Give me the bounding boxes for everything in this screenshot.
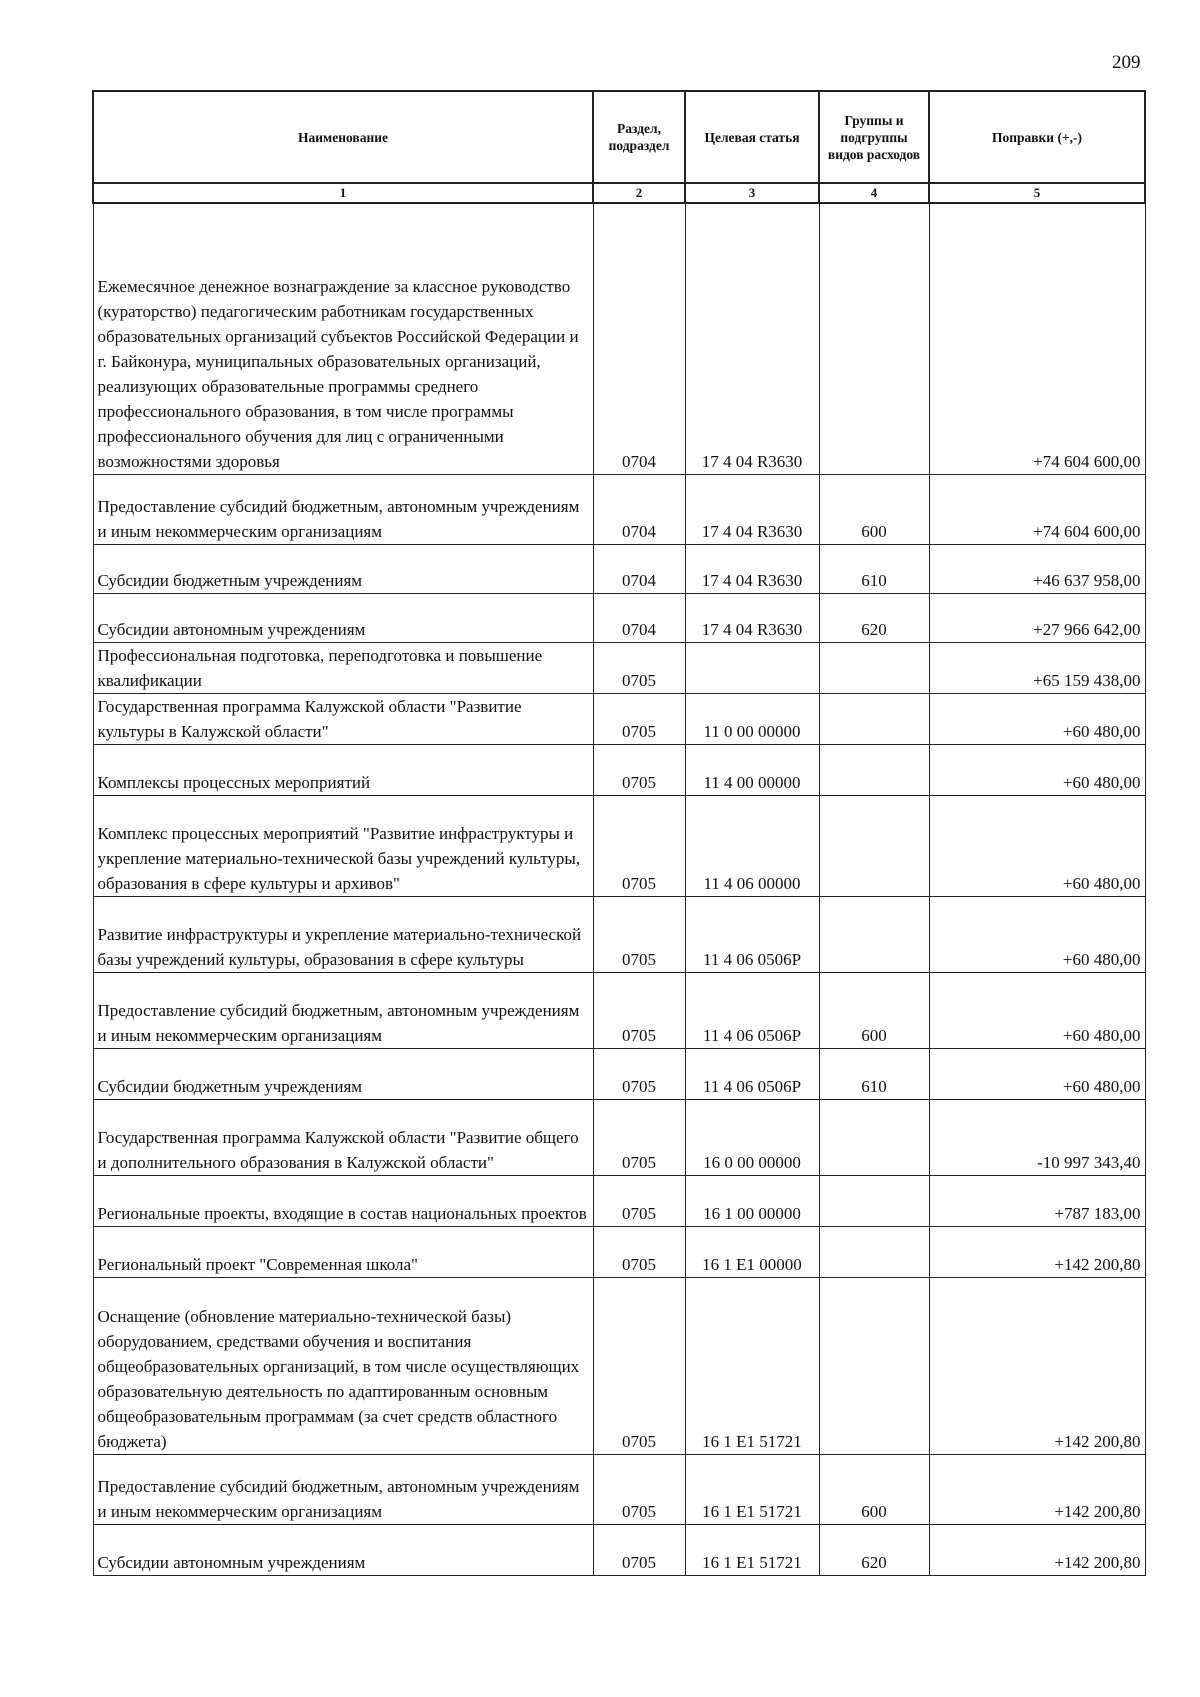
col-number: 2 <box>593 183 685 203</box>
row-section: 0705 <box>593 744 685 795</box>
row-group: 600 <box>819 972 929 1048</box>
row-name: Предоставление субсидий бюджетным, автономным учреждениям и иным некоммерческим организациям <box>93 474 593 544</box>
row-target: 11 4 06 0506Р <box>685 972 819 1048</box>
row-amount: +60 480,00 <box>929 693 1145 744</box>
row-section: 0704 <box>593 203 685 474</box>
row-group: 600 <box>819 1454 929 1524</box>
budget-amendments-table <box>92 90 1146 1576</box>
col-number: 3 <box>685 183 819 203</box>
header-groups: Группы и подгруппы видов расходов <box>819 91 929 183</box>
table-row <box>93 1524 1145 1575</box>
header-target: Целевая статья <box>685 91 819 183</box>
row-target: 16 1 Е1 51721 <box>685 1454 819 1524</box>
row-target <box>685 642 819 693</box>
row-name: Ежемесячное денежное вознаграждение за классное руководство (кураторство) педагогическим работникам государственных образовательных организаций субъектов Российской Федерации и г. Байконура, муниципальных образовательных организаций, реализующих образовательные программы среднего профессионального образования, в том числе программы профессионального обучения для лиц с ограниченными возможностями здоровья <box>93 203 593 474</box>
row-target: 16 0 00 00000 <box>685 1099 819 1175</box>
row-amount: -10 997 343,40 <box>929 1099 1145 1175</box>
row-group <box>819 795 929 896</box>
row-amount: +787 183,00 <box>929 1175 1145 1226</box>
row-target: 11 0 00 00000 <box>685 693 819 744</box>
row-section: 0705 <box>593 693 685 744</box>
table-row <box>93 1175 1145 1226</box>
row-amount: +60 480,00 <box>929 896 1145 972</box>
header-section: Раздел, подраздел <box>593 91 685 183</box>
row-group: 620 <box>819 1524 929 1575</box>
row-name: Государственная программа Калужской области "Развитие культуры в Калужской области" <box>93 693 593 744</box>
row-target: 11 4 06 0506Р <box>685 896 819 972</box>
table-row <box>93 203 1145 474</box>
row-target: 11 4 06 0506Р <box>685 1048 819 1099</box>
table-row <box>93 1099 1145 1175</box>
row-section: 0705 <box>593 1524 685 1575</box>
table-row <box>93 1454 1145 1524</box>
row-target: 16 1 00 00000 <box>685 1175 819 1226</box>
row-amount: +60 480,00 <box>929 744 1145 795</box>
row-section: 0705 <box>593 1226 685 1277</box>
table-row <box>93 1226 1145 1277</box>
row-name: Региональный проект "Современная школа" <box>93 1226 593 1277</box>
row-name: Субсидии автономным учреждениям <box>93 1524 593 1575</box>
row-amount: +27 966 642,00 <box>929 593 1145 642</box>
row-group: 620 <box>819 593 929 642</box>
row-section: 0705 <box>593 795 685 896</box>
row-amount: +142 200,80 <box>929 1277 1145 1454</box>
table-row <box>93 642 1145 693</box>
row-section: 0704 <box>593 593 685 642</box>
table-row <box>93 972 1145 1048</box>
table-row <box>93 593 1145 642</box>
col-number: 1 <box>93 183 593 203</box>
row-name: Комплексы процессных мероприятий <box>93 744 593 795</box>
row-name: Предоставление субсидий бюджетным, автономным учреждениям и иным некоммерческим организациям <box>93 972 593 1048</box>
row-target: 17 4 04 R3630 <box>685 474 819 544</box>
row-group <box>819 1277 929 1454</box>
row-name: Комплекс процессных мероприятий "Развитие инфраструктуры и укрепление материально-технической базы учреждений культуры, образования в сфере культуры и архивов" <box>93 795 593 896</box>
column-number-row <box>93 183 1145 203</box>
row-group <box>819 1226 929 1277</box>
row-group <box>819 1099 929 1175</box>
row-section: 0705 <box>593 1175 685 1226</box>
row-amount: +74 604 600,00 <box>929 203 1145 474</box>
row-section: 0705 <box>593 642 685 693</box>
row-target: 17 4 04 R3630 <box>685 203 819 474</box>
row-amount: +142 200,80 <box>929 1454 1145 1524</box>
row-group <box>819 203 929 474</box>
row-target: 11 4 06 00000 <box>685 795 819 896</box>
row-group <box>819 744 929 795</box>
table-row <box>93 1048 1145 1099</box>
row-amount: +65 159 438,00 <box>929 642 1145 693</box>
table-row <box>93 744 1145 795</box>
row-target: 16 1 Е1 51721 <box>685 1524 819 1575</box>
row-name: Государственная программа Калужской области "Развитие общего и дополнительного образования в Калужской области" <box>93 1099 593 1175</box>
row-name: Профессиональная подготовка, переподготовка и повышение квалификации <box>93 642 593 693</box>
col-number: 4 <box>819 183 929 203</box>
table-row <box>93 474 1145 544</box>
row-target: 16 1 Е1 00000 <box>685 1226 819 1277</box>
row-name: Предоставление субсидий бюджетным, автономным учреждениям и иным некоммерческим организациям <box>93 1454 593 1524</box>
col-number: 5 <box>929 183 1145 203</box>
header-row <box>93 91 1145 183</box>
row-target: 16 1 Е1 51721 <box>685 1277 819 1454</box>
row-group <box>819 693 929 744</box>
row-section: 0705 <box>593 972 685 1048</box>
row-amount: +74 604 600,00 <box>929 474 1145 544</box>
row-section: 0705 <box>593 896 685 972</box>
row-group: 610 <box>819 544 929 593</box>
row-amount: +142 200,80 <box>929 1524 1145 1575</box>
row-section: 0704 <box>593 544 685 593</box>
row-target: 11 4 00 00000 <box>685 744 819 795</box>
table-row <box>93 544 1145 593</box>
row-section: 0704 <box>593 474 685 544</box>
row-amount: +142 200,80 <box>929 1226 1145 1277</box>
row-section: 0705 <box>593 1099 685 1175</box>
row-name: Развитие инфраструктуры и укрепление материально-технической базы учреждений культуры, образования в сфере культуры <box>93 896 593 972</box>
row-group: 600 <box>819 474 929 544</box>
header-name: Наименование <box>93 91 593 183</box>
row-name: Оснащение (обновление материально-технической базы) оборудованием, средствами обучения и воспитания общеобразовательных организаций, в том числе осуществляющих образовательную деятельность по адаптированным основным общеобразовательным программам (за счет средств областного бюджета) <box>93 1277 593 1454</box>
row-group <box>819 896 929 972</box>
row-section: 0705 <box>593 1454 685 1524</box>
table-row <box>93 1277 1145 1454</box>
row-amount: +60 480,00 <box>929 972 1145 1048</box>
row-group <box>819 1175 929 1226</box>
row-name: Субсидии автономным учреждениям <box>93 593 593 642</box>
row-amount: +46 637 958,00 <box>929 544 1145 593</box>
table-row <box>93 896 1145 972</box>
row-amount: +60 480,00 <box>929 1048 1145 1099</box>
header-amendments: Поправки (+,-) <box>929 91 1145 183</box>
row-section: 0705 <box>593 1277 685 1454</box>
row-name: Региональные проекты, входящие в состав национальных проектов <box>93 1175 593 1226</box>
row-name: Субсидии бюджетным учреждениям <box>93 544 593 593</box>
row-name: Субсидии бюджетным учреждениям <box>93 1048 593 1099</box>
row-amount: +60 480,00 <box>929 795 1145 896</box>
row-section: 0705 <box>593 1048 685 1099</box>
row-target: 17 4 04 R3630 <box>685 593 819 642</box>
table-row <box>93 693 1145 744</box>
page-number: 209 <box>1112 52 1141 73</box>
row-group: 610 <box>819 1048 929 1099</box>
row-target: 17 4 04 R3630 <box>685 544 819 593</box>
row-group <box>819 642 929 693</box>
table-row <box>93 795 1145 896</box>
